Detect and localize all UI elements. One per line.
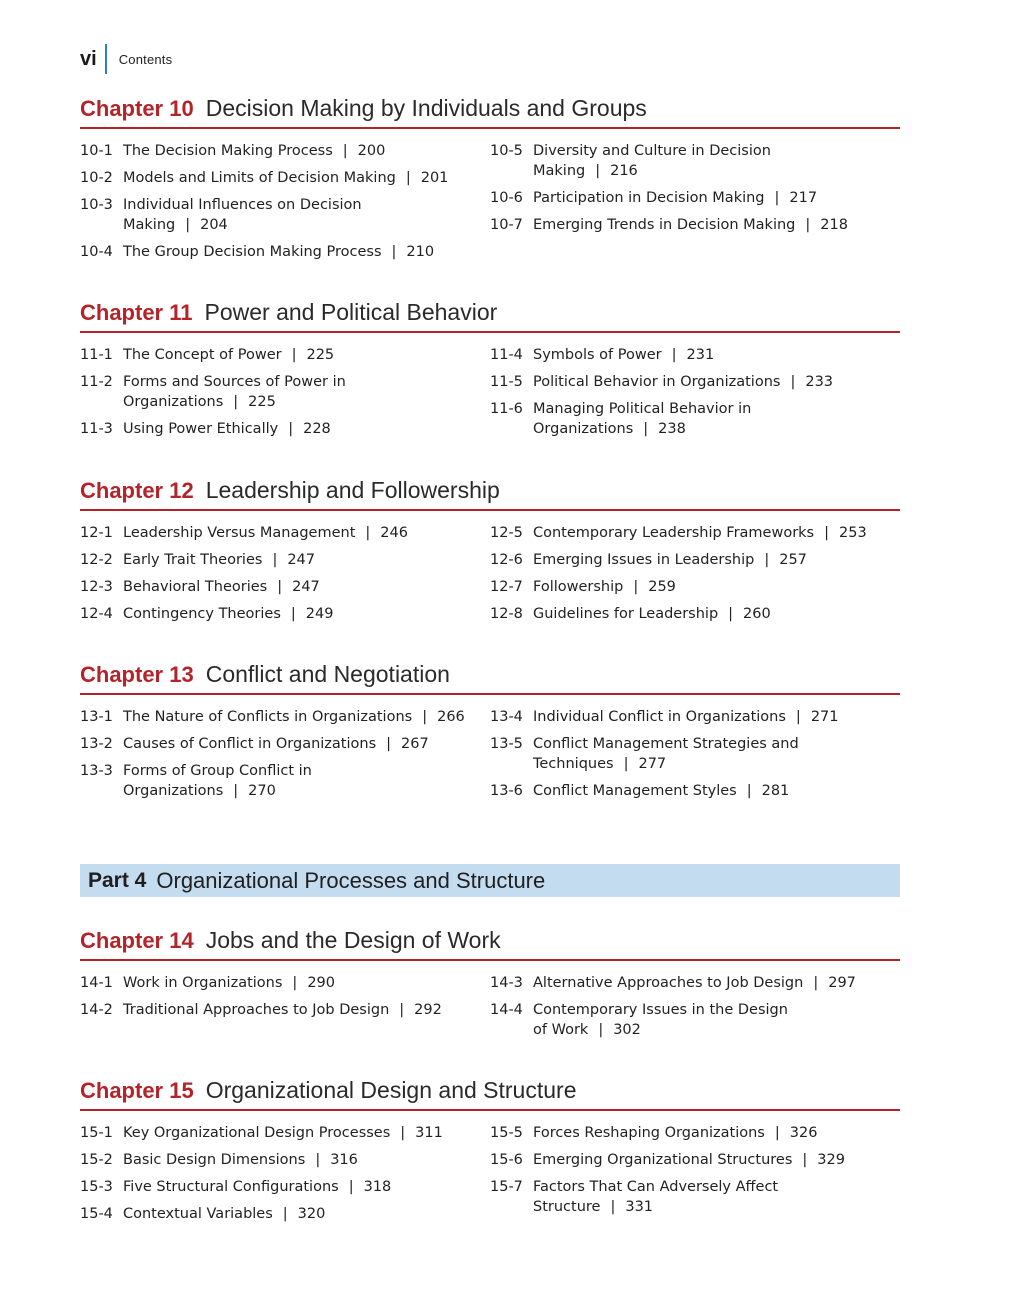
page-separator: | xyxy=(342,143,348,159)
section-entry-text xyxy=(533,1177,900,1217)
section-entry-text xyxy=(533,1123,900,1143)
page-reference: 210 xyxy=(406,244,435,260)
section-title-line: Forms and Sources of Power in xyxy=(123,374,346,390)
section-title-line: Emerging Issues in Leadership xyxy=(533,552,755,568)
section-number: 12-5 xyxy=(490,525,523,541)
section-title-line: Techniques xyxy=(533,756,614,772)
section-columns xyxy=(80,345,900,446)
chapter-11-section xyxy=(80,299,900,446)
section-entry-text xyxy=(123,1150,490,1170)
section-number: 11-4 xyxy=(490,347,523,363)
toc-entry xyxy=(80,1150,490,1170)
section-title-line: Organizations xyxy=(123,783,224,799)
section-title-line: Diversity and Culture in Decision xyxy=(533,143,771,159)
section-entry-text xyxy=(123,242,490,262)
section-entry-text xyxy=(533,372,900,392)
section-number: 12-8 xyxy=(490,606,523,622)
chapter-label: Chapter 10 xyxy=(80,96,194,121)
page-reference: 233 xyxy=(805,374,834,390)
page-reference: 266 xyxy=(437,709,465,725)
section-column-left xyxy=(80,707,490,808)
page-separator: | xyxy=(405,170,411,186)
part-label: Part 4 xyxy=(88,868,147,892)
page-separator: | xyxy=(292,975,298,991)
section-title-line: The Concept of Power xyxy=(123,347,282,363)
toc-entry xyxy=(80,345,490,365)
section-entry-text xyxy=(123,707,490,727)
toc-entry xyxy=(80,1204,490,1224)
section-number: 10-3 xyxy=(80,197,113,213)
section-number: 15-7 xyxy=(490,1179,523,1195)
toc-entry xyxy=(80,195,490,235)
toc-entry xyxy=(490,141,900,181)
chapter-title: Power and Political Behavior xyxy=(204,299,498,325)
chapter-label: Chapter 15 xyxy=(80,1078,194,1103)
page-reference: 249 xyxy=(305,606,334,622)
section-number: 11-6 xyxy=(490,401,523,417)
section-number: 12-1 xyxy=(80,525,113,541)
section-number: 13-2 xyxy=(80,736,113,752)
page-separator: | xyxy=(348,1179,354,1195)
page-reference: 320 xyxy=(297,1206,326,1222)
section-columns xyxy=(80,707,900,808)
toc-entry xyxy=(80,1123,490,1143)
chapter-heading xyxy=(80,661,900,695)
page-reference: 271 xyxy=(810,709,839,725)
section-number: 15-6 xyxy=(490,1152,523,1168)
page-separator: | xyxy=(400,1125,406,1141)
part-banner xyxy=(80,864,900,897)
section-title-line: Structure xyxy=(533,1199,601,1215)
page-separator: | xyxy=(233,783,239,799)
section-entry-text xyxy=(123,734,490,754)
section-title-line: Participation in Decision Making xyxy=(533,190,765,206)
section-entry-text xyxy=(123,1000,490,1020)
section-title-line: Key Organizational Design Processes xyxy=(123,1125,391,1141)
section-columns xyxy=(80,523,900,631)
section-columns xyxy=(80,973,900,1047)
section-title-line: Followership xyxy=(533,579,624,595)
toc-entry xyxy=(80,973,490,993)
page-separator: | xyxy=(233,394,239,410)
page-separator: | xyxy=(399,1002,405,1018)
section-title-line: Forms of Group Conflict in xyxy=(123,763,312,779)
section-number: 15-3 xyxy=(80,1179,113,1195)
section-entry-text xyxy=(123,141,490,161)
section-entry-text xyxy=(123,1177,490,1197)
section-entry-text xyxy=(533,781,900,801)
section-title-line: Behavioral Theories xyxy=(123,579,268,595)
section-entry-text xyxy=(123,195,490,235)
section-title-line: Individual Conflict in Organizations xyxy=(533,709,786,725)
section-title-line: Symbols of Power xyxy=(533,347,662,363)
section-entry-text xyxy=(123,372,490,412)
section-entry-text xyxy=(123,973,490,993)
toc-entry xyxy=(490,1150,900,1170)
section-title-line: Traditional Approaches to Job Design xyxy=(123,1002,390,1018)
chapter-title: Jobs and the Design of Work xyxy=(205,927,501,953)
section-number: 15-2 xyxy=(80,1152,113,1168)
chapter-label: Chapter 12 xyxy=(80,478,194,503)
section-number: 13-6 xyxy=(490,783,523,799)
section-column-left xyxy=(80,973,490,1047)
section-title-line: Emerging Organizational Structures xyxy=(533,1152,793,1168)
section-entry-text xyxy=(533,577,900,597)
section-number: 12-2 xyxy=(80,552,113,568)
page-reference: 225 xyxy=(306,347,335,363)
page-reference: 246 xyxy=(380,525,408,541)
section-entry-text xyxy=(123,168,490,188)
section-entry-text xyxy=(123,345,490,365)
section-entry-text xyxy=(123,761,490,801)
section-entry-text xyxy=(533,1000,900,1040)
running-header-label: Contents xyxy=(118,51,173,67)
toc-entry xyxy=(490,523,900,543)
toc-entry xyxy=(490,550,900,570)
page-separator: | xyxy=(671,347,677,363)
toc-entry xyxy=(80,734,490,754)
page-reference: 228 xyxy=(303,421,331,437)
section-number: 14-4 xyxy=(490,1002,523,1018)
section-column-right xyxy=(490,345,900,446)
section-title-line: Work in Organizations xyxy=(123,975,283,991)
section-title-line: Early Trait Theories xyxy=(123,552,263,568)
section-column-left xyxy=(80,523,490,631)
page-separator: | xyxy=(790,374,796,390)
section-number: 15-4 xyxy=(80,1206,113,1222)
toc-entry xyxy=(490,345,900,365)
section-title-line: Conflict Management Strategies and xyxy=(533,736,799,752)
section-title-line: Political Behavior in Organizations xyxy=(533,374,781,390)
page-reference: 259 xyxy=(648,579,676,595)
section-number: 14-2 xyxy=(80,1002,113,1018)
toc-entry xyxy=(80,242,490,262)
section-column-left xyxy=(80,1123,490,1231)
page-reference: 200 xyxy=(357,143,386,159)
section-title-line: Models and Limits of Decision Making xyxy=(123,170,396,186)
section-title-line: Leadership Versus Management xyxy=(123,525,356,541)
toc-entry xyxy=(490,1177,900,1217)
section-title-line: Basic Design Dimensions xyxy=(123,1152,306,1168)
section-number: 13-3 xyxy=(80,763,113,779)
page-separator: | xyxy=(422,709,428,725)
section-number: 10-2 xyxy=(80,170,113,186)
section-number: 15-1 xyxy=(80,1125,113,1141)
page-separator: | xyxy=(728,606,734,622)
section-title-line: Factors That Can Adversely Affect xyxy=(533,1179,779,1195)
page-reference: 270 xyxy=(248,783,276,799)
toc-entry xyxy=(80,707,490,727)
page-reference: 257 xyxy=(779,552,807,568)
toc-entry xyxy=(490,577,900,597)
chapter-15-section xyxy=(80,1077,900,1231)
chapter-title: Conflict and Negotiation xyxy=(205,661,450,687)
page-separator: | xyxy=(365,525,371,541)
section-title-line: Organizations xyxy=(533,421,634,437)
page-separator: | xyxy=(185,217,191,233)
page-reference: 302 xyxy=(613,1022,641,1038)
section-number: 10-5 xyxy=(490,143,523,159)
toc-entry xyxy=(80,1177,490,1197)
section-number: 12-3 xyxy=(80,579,113,595)
chapter-title: Organizational Design and Structure xyxy=(205,1077,577,1103)
page-separator: | xyxy=(290,606,296,622)
page-separator: | xyxy=(595,163,601,179)
page-reference: 247 xyxy=(287,552,316,568)
page-separator: | xyxy=(315,1152,321,1168)
page-reference: 231 xyxy=(686,347,715,363)
page-reference: 326 xyxy=(789,1125,818,1141)
toc-entry xyxy=(490,1123,900,1143)
section-column-right xyxy=(490,141,900,269)
toc-entry xyxy=(80,1000,490,1020)
page-reference: 281 xyxy=(761,783,790,799)
section-title-line: Making xyxy=(123,217,176,233)
page-separator: | xyxy=(598,1022,604,1038)
page-separator: | xyxy=(282,1206,288,1222)
toc-entry xyxy=(490,604,900,624)
section-number: 11-5 xyxy=(490,374,523,390)
section-columns xyxy=(80,141,900,269)
running-header xyxy=(80,44,172,74)
section-entry-text xyxy=(123,523,490,543)
page-separator: | xyxy=(623,756,629,772)
section-title-line: Five Structural Configurations xyxy=(123,1179,339,1195)
section-entry-text xyxy=(123,604,490,624)
page-reference: 217 xyxy=(789,190,818,206)
section-column-right xyxy=(490,523,900,631)
page-reference: 201 xyxy=(420,170,449,186)
page-reference: 225 xyxy=(248,394,276,410)
chapter-label: Chapter 14 xyxy=(80,928,194,953)
section-number: 13-4 xyxy=(490,709,523,725)
page-separator: | xyxy=(802,1152,808,1168)
page-reference: 297 xyxy=(828,975,856,991)
section-entry-text xyxy=(123,1123,490,1143)
page-reference: 290 xyxy=(307,975,335,991)
toc-entry xyxy=(80,168,490,188)
chapter-12-section xyxy=(80,477,900,631)
page-separator: | xyxy=(633,579,639,595)
section-number: 10-1 xyxy=(80,143,113,159)
toc-entry xyxy=(80,523,490,543)
section-number: 12-6 xyxy=(490,552,523,568)
chapter-heading xyxy=(80,95,900,129)
toc-entry xyxy=(490,1000,900,1040)
page-number: vi xyxy=(80,47,97,70)
section-column-left xyxy=(80,345,490,446)
section-entry-text xyxy=(533,1150,900,1170)
page-reference: 311 xyxy=(415,1125,443,1141)
page-reference: 204 xyxy=(200,217,228,233)
section-entry-text xyxy=(533,215,900,235)
section-number: 14-3 xyxy=(490,975,523,991)
section-entry-text xyxy=(533,550,900,570)
page-reference: 316 xyxy=(330,1152,358,1168)
section-entry-text xyxy=(533,707,900,727)
page-reference: 253 xyxy=(839,525,867,541)
section-column-left xyxy=(80,141,490,269)
toc-entry xyxy=(490,707,900,727)
section-entry-text xyxy=(123,577,490,597)
section-entry-text xyxy=(533,973,900,993)
section-title-line: Forces Reshaping Organizations xyxy=(533,1125,765,1141)
section-title-line: Causes of Conflict in Organizations xyxy=(123,736,377,752)
toc-entry xyxy=(80,141,490,161)
toc-entry xyxy=(80,550,490,570)
toc-entry xyxy=(490,734,900,774)
page-reference: 218 xyxy=(820,217,848,233)
page-separator: | xyxy=(774,190,780,206)
section-number: 13-5 xyxy=(490,736,523,752)
chapter-title: Decision Making by Individuals and Groups xyxy=(205,95,647,121)
section-title-line: Managing Political Behavior in xyxy=(533,401,752,417)
section-column-right xyxy=(490,973,900,1047)
page-separator: | xyxy=(805,217,811,233)
section-title-line: Contemporary Issues in the Design xyxy=(533,1002,788,1018)
section-title-line: Contingency Theories xyxy=(123,606,281,622)
page-reference: 292 xyxy=(414,1002,442,1018)
chapter-label: Chapter 11 xyxy=(80,300,193,325)
toc-entry xyxy=(490,399,900,439)
section-number: 12-7 xyxy=(490,579,523,595)
section-entry-text xyxy=(533,188,900,208)
page-reference: 247 xyxy=(292,579,320,595)
page-separator: | xyxy=(813,975,819,991)
section-entry-text xyxy=(123,419,490,439)
section-number: 15-5 xyxy=(490,1125,523,1141)
page-separator: | xyxy=(386,736,392,752)
section-column-right xyxy=(490,707,900,808)
chapter-13-section xyxy=(80,661,900,808)
part-title: Organizational Processes and Structure xyxy=(156,867,546,893)
section-number: 10-6 xyxy=(490,190,523,206)
toc-entry xyxy=(80,372,490,412)
chapter-10-section xyxy=(80,95,900,269)
section-title-line: The Nature of Conflicts in Organizations xyxy=(123,709,413,725)
page-reference: 238 xyxy=(658,421,686,437)
page-separator: | xyxy=(774,1125,780,1141)
page-separator: | xyxy=(746,783,752,799)
section-entry-text xyxy=(533,141,900,181)
section-title-line: Contemporary Leadership Frameworks xyxy=(533,525,815,541)
section-number: 10-7 xyxy=(490,217,523,233)
section-title-line: Contextual Variables xyxy=(123,1206,273,1222)
section-title-line: Individual Influences on Decision xyxy=(123,197,362,213)
page-separator: | xyxy=(795,709,801,725)
page-separator: | xyxy=(272,552,278,568)
chapter-14-section xyxy=(80,927,900,1047)
section-entry-text xyxy=(533,399,900,439)
page-reference: 318 xyxy=(363,1179,392,1195)
section-number: 13-1 xyxy=(80,709,113,725)
chapter-heading xyxy=(80,299,900,333)
section-title-line: Conflict Management Styles xyxy=(533,783,737,799)
section-number: 11-2 xyxy=(80,374,113,390)
page-separator: | xyxy=(391,244,397,260)
section-title-line: of Work xyxy=(533,1022,589,1038)
page-reference: 329 xyxy=(817,1152,845,1168)
section-number: 14-1 xyxy=(80,975,113,991)
section-title-line: Emerging Trends in Decision Making xyxy=(533,217,796,233)
section-columns xyxy=(80,1123,900,1231)
section-title-line: Making xyxy=(533,163,586,179)
toc-entry xyxy=(80,419,490,439)
section-title-line: The Decision Making Process xyxy=(123,143,333,159)
toc-entry xyxy=(80,604,490,624)
section-entry-text xyxy=(533,345,900,365)
toc-entry xyxy=(490,215,900,235)
toc-entry xyxy=(490,781,900,801)
section-title-line: Organizations xyxy=(123,394,224,410)
chapter-heading xyxy=(80,1077,900,1111)
section-number: 10-4 xyxy=(80,244,113,260)
page-separator: | xyxy=(291,347,297,363)
section-title-line: Alternative Approaches to Job Design xyxy=(533,975,804,991)
page-separator: | xyxy=(764,552,770,568)
section-entry-text xyxy=(533,523,900,543)
toc-entry xyxy=(80,577,490,597)
chapter-heading xyxy=(80,477,900,511)
toc-entry xyxy=(80,761,490,801)
section-title-line: Guidelines for Leadership xyxy=(533,606,719,622)
section-entry-text xyxy=(533,604,900,624)
toc-entry xyxy=(490,372,900,392)
page-reference: 260 xyxy=(743,606,771,622)
page-reference: 216 xyxy=(610,163,638,179)
section-title-line: The Group Decision Making Process xyxy=(123,244,382,260)
page-separator: | xyxy=(288,421,294,437)
toc-entry xyxy=(490,188,900,208)
section-entry-text xyxy=(123,550,490,570)
page-separator: | xyxy=(643,421,649,437)
section-entry-text xyxy=(123,1204,490,1224)
header-divider xyxy=(105,44,107,74)
section-number: 11-3 xyxy=(80,421,113,437)
page-reference: 267 xyxy=(401,736,429,752)
section-entry-text xyxy=(533,734,900,774)
chapter-title: Leadership and Followership xyxy=(205,477,500,503)
chapter-heading xyxy=(80,927,900,961)
section-number: 11-1 xyxy=(80,347,113,363)
chapter-label: Chapter 13 xyxy=(80,662,194,687)
page-separator: | xyxy=(610,1199,616,1215)
page-separator: | xyxy=(824,525,830,541)
page-reference: 331 xyxy=(625,1199,654,1215)
page-separator: | xyxy=(277,579,283,595)
section-title-line: Using Power Ethically xyxy=(123,421,279,437)
page-reference: 277 xyxy=(638,756,667,772)
section-column-right xyxy=(490,1123,900,1231)
section-number: 12-4 xyxy=(80,606,113,622)
toc-entry xyxy=(490,973,900,993)
